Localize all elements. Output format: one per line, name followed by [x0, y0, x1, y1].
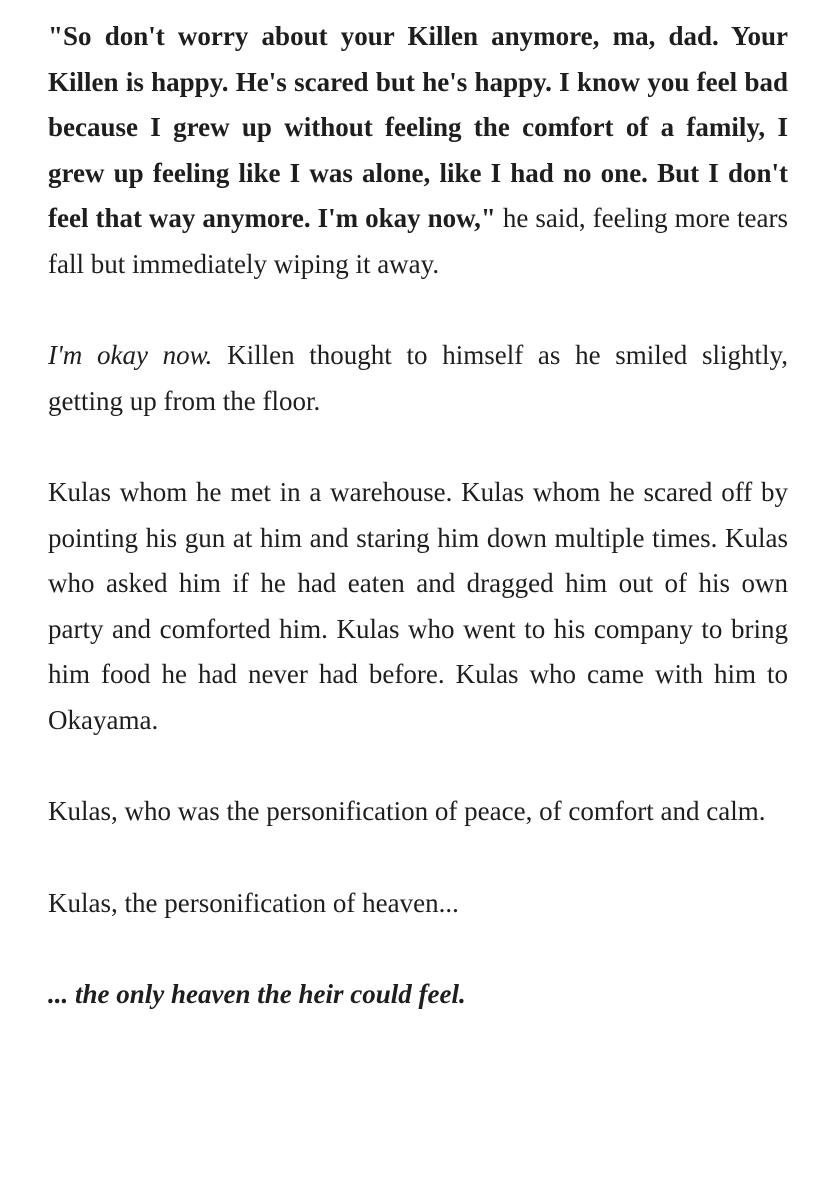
- paragraph-closing-line: ... the only heaven the heir could feel.: [48, 979, 466, 1009]
- dialogue-quote: "So don't worry about your Killen anymore, ma, dad. Your Killen is happy. He's scared but he's happy. I know you feel bad because I grew up without feeling the comfort of a family, I grew up feeling like I was alone, like I had no one. But I don't feel that way anymore. I'm okay now,": [48, 21, 788, 233]
- thought-narration: Killen thought to himself as he smiled slightly, getting up from the floor.: [48, 340, 788, 416]
- paragraph-kulas-heaven: Kulas, the personification of heaven...: [48, 887, 459, 918]
- dialogue-narration: he said, feeling more tears fall but immediately wiping it away.: [48, 203, 788, 279]
- paragraph-kulas-memories: Kulas whom he met in a warehouse. Kulas whom he scared off by pointing his gun at him and staring him down multiple times. Kulas who asked him if he had eaten and dragged him out of his own party and comforted him. Kulas who went to his company to bring him food he had never had before. Kulas who came with him to Okayama.: [48, 477, 788, 735]
- story-page: [48, 14, 788, 1064]
- paragraph-kulas-peace: Kulas, who was the personification of peace, of comfort and calm.: [48, 796, 766, 826]
- paragraph-dialogue: [48, 14, 788, 287]
- thought-italic: I'm okay now.: [48, 340, 213, 370]
- paragraph-thought: [48, 333, 788, 424]
